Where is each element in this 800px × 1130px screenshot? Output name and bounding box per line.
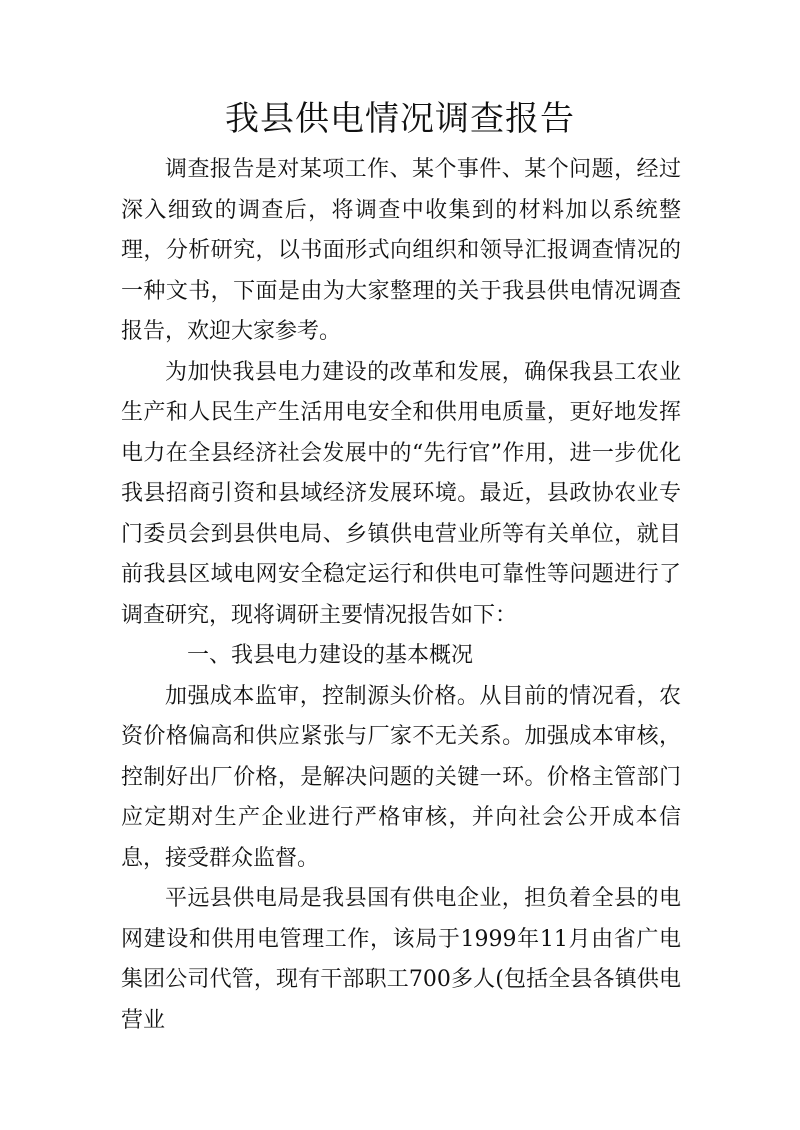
purpose-paragraph: 为加快我县电力建设的改革和发展，确保我县工农业生产和人民生产生活用电安全和供用电质量，更好地发挥电力在全县经济社会发展中的“先行官”作用，进一步优化我县招商引资和县域经济发展环境。最近，县政协农业专门委员会到县供电局、乡镇供电营业所等有关单位，就目前我县区域电网安全稳定运行和供电可靠性等问题进行了调查研究，现将调研主要情况报告如下： <box>121 359 681 628</box>
cost-control-paragraph: 加强成本监审，控制源头价格。从目前的情况看，农资价格偏高和供应紧张与厂家不无关系。加强成本审核，控制好出厂价格，是解决问题的关键一环。价格主管部门应定期对生产企业进行严格审核，并向社会公开成本信息，接受群众监督。 <box>121 683 681 871</box>
document-title: 我县供电情况调查报告 <box>225 99 575 139</box>
power-bureau-paragraph: 平远县供电局是我县国有供电企业，担负着全县的电网建设和供用电管理工作，该局于1999年11月由省广电集团公司代管，现有干部职工700多人(包括全县各镇供电营业 <box>121 886 681 1033</box>
section-heading: 一、我县电力建设的基本概况 <box>187 643 474 668</box>
document-body <box>121 150 681 1041</box>
intro-paragraph: 调查报告是对某项工作、某个事件、某个问题，经过深入细致的调查后，将调查中收集到的材料加以系统整理，分析研究，以书面形式向组织和领导汇报调查情况的一种文书，下面是由为大家整理的关于我县供电情况调查报告，欢迎大家参考。 <box>121 157 681 344</box>
